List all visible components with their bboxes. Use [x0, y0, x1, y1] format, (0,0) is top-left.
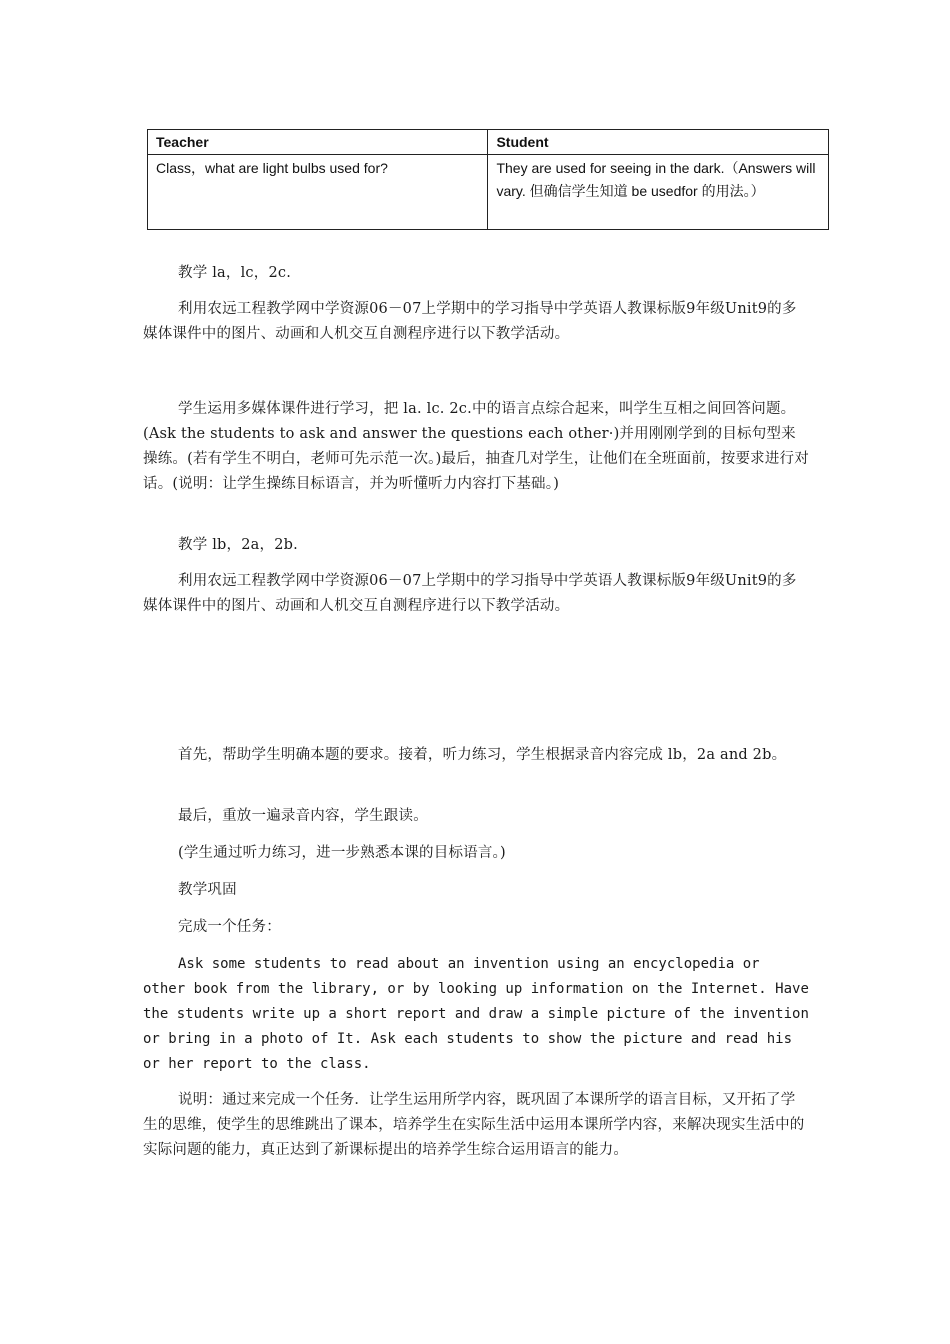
section-heading-teaching-1b: 教学 lb，2a，2b.	[178, 537, 298, 553]
paragraph-listening-note: (学生通过听力练习，进一步熟悉本课的目标语言。)	[178, 845, 506, 861]
table-header-teacher: Teacher	[148, 130, 488, 155]
table-header-row	[148, 130, 829, 155]
paragraph-listening-steps: 首先，帮助学生明确本题的要求。接着，听力练习，学生根据录音内容完成 lb，2a and 2b。	[178, 747, 787, 763]
student-cell: They are used for seeing in the dark.（Answers will vary. 但确信学生知道 be usedfor 的用法。）	[488, 155, 829, 230]
table-row	[148, 155, 829, 230]
section-heading-teaching-1a: 教学 la，lc，2c.	[178, 265, 292, 281]
teacher-student-table	[147, 129, 829, 230]
paragraph-practice-description: 学生运用多媒体课件进行学习，把 la. lc. 2c.中的语言点综合起来，叫学生互相之间回答问题。(Ask the students to ask and answer the questions each other·)并用刚刚学到的目标句型来操练。(若有学生不明白，老师可先示范一次。)最后，抽査几对学生，让他们在全班面前，按要求进行对话。(说明：让学生操练目标语言，并为听懂听力内容打下基础。)	[143, 401, 809, 492]
paragraph-explanation: 说明：通过来完成一个任务．让学生运用所学内容，既巩固了本课所学的语言目标，又开拓了学生的思维，使学生的思维跳出了课本，培养学生在实际生活中运用本课所学内容，来解决现实生活中的实际问题的能力，真正达到了新课标提出的培养学生综合运用语言的能力。	[143, 1092, 805, 1158]
teacher-cell: Class，what are light bulbs used for?	[148, 155, 488, 230]
section-heading-consolidation: 教学巩固	[178, 882, 237, 898]
paragraph-resource-intro-1: 利用农远工程教学网中学资源06－07上学期中的学习指导中学英语人教课标版9年级Unit9的多媒体课件中的图片、动画和人机交互自测程序进行以下教学活动。	[143, 301, 797, 342]
paragraph-task-english: Ask some students to read about an invention using an encyclopedia or other book from the library, or by looking up information on the Internet. Have the students write up a short report and draw a simple picture of the invention or bring in a photo of It. Ask each students to show the picture and read his or her report to the class.	[143, 956, 809, 1072]
paragraph-replay: 最后，重放一遍录音内容，学生跟读。	[178, 808, 428, 824]
table-header-student: Student	[488, 130, 829, 155]
paragraph-resource-intro-2: 利用农远工程教学网中学资源06－07上学期中的学习指导中学英语人教课标版9年级Unit9的多媒体课件中的图片、动画和人机交互自测程序进行以下教学活动。	[143, 573, 797, 614]
paragraph-task-title: 完成一个任务：	[178, 919, 281, 935]
